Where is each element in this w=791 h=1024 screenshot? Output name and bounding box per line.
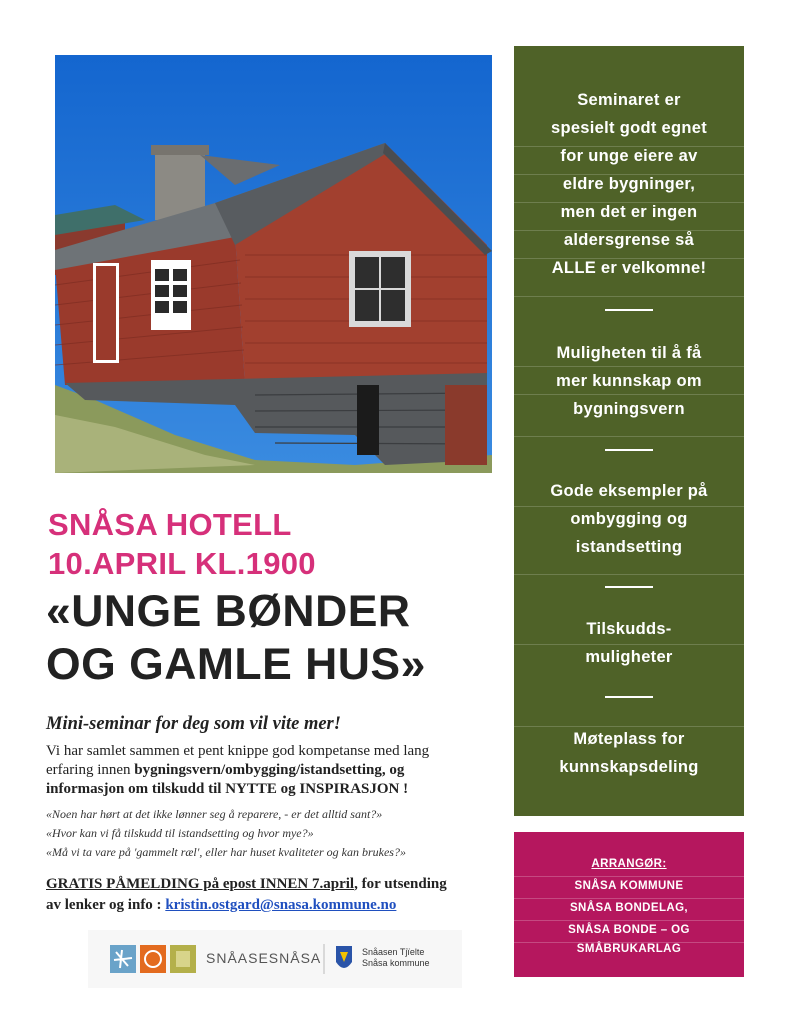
organizer-line: SMÅBRUKARLAG — [576, 943, 682, 955]
registration-line — [46, 897, 396, 914]
organizer-line: SNÅSA KOMMUNE — [574, 880, 684, 892]
logo-strip — [88, 930, 462, 988]
sidebar-text-line: Seminaret er — [577, 91, 681, 109]
event-venue: SNÅSA HOTELL — [48, 507, 292, 542]
quote-line: «Må vi ta vare på 'gammelt ræl', eller har huset kvaliteter og kan brukes?» — [46, 845, 406, 859]
quote-line: «Hvor kan vi få tilskudd til istandsetting og hvor mye?» — [46, 826, 314, 840]
registration-text: , for utsending — [354, 876, 447, 892]
sidebar-text-line: eldre bygninger, — [562, 175, 696, 193]
sidebar-text-line: mer kunnskap om — [556, 372, 702, 390]
quote-line: «Noen har hørt at det ikke lønner seg å reparere, - er det alltid sant?» — [46, 807, 383, 821]
municipality-logo-text — [362, 947, 430, 969]
sidebar-divider — [605, 309, 653, 311]
snaase-snasa-logo-text: SNÅASESNÅSA — [206, 950, 322, 966]
sidebar-text-line: istandsetting — [575, 538, 683, 556]
sidebar-text-line: kunnskapsdeling — [559, 758, 699, 776]
sidebar-text-line: bygningsvern — [573, 400, 685, 418]
organizer-line: SNÅSA BONDE – OG — [568, 924, 690, 936]
organizer-box — [514, 832, 744, 977]
intro-subtitle: Mini-seminar for deg som vil vite mer! — [46, 714, 341, 734]
sidebar-block-grants — [514, 615, 744, 671]
sidebar-rule — [514, 296, 744, 297]
sidebar-text-line: Muligheten til å få — [556, 344, 702, 362]
sidebar-block-examples — [514, 477, 744, 561]
registration-line — [46, 876, 447, 893]
sidebar-text-line: muligheter — [585, 648, 673, 666]
event-datetime: 10.APRIL KL.1900 — [48, 546, 316, 581]
sidebar-divider — [605, 449, 653, 451]
organizer-rule — [514, 876, 744, 877]
sidebar-text-line: men det er ingen — [560, 203, 698, 221]
sidebar-text-line: Gode eksempler på — [550, 482, 708, 500]
sidebar-text-line: Møteplass for — [573, 730, 685, 748]
organizer-rule — [514, 898, 744, 899]
sidebar-text-line: ombygging og — [570, 510, 688, 528]
sidebar-block-audience — [514, 86, 744, 282]
house-photo — [55, 55, 492, 473]
sidebar-block-meeting — [514, 725, 744, 781]
sidebar-block-knowledge — [514, 339, 744, 423]
registration-deadline: GRATIS PÅMELDING på epost INNEN 7.april — [46, 876, 355, 892]
email-link[interactable]: kristin.ostgard@snasa.kommune.no — [165, 897, 397, 913]
sidebar-text-line: for unge eiere av — [560, 147, 698, 165]
sidebar-text-line: aldersgrense så — [563, 231, 695, 249]
sidebar-divider — [605, 586, 653, 588]
sidebar-rule — [514, 436, 744, 437]
event-title-line1: «UNGE BØNDER — [46, 587, 411, 636]
registration-text: av lenker og info : — [46, 897, 166, 913]
intro-text: erfaring innen — [46, 762, 135, 778]
municipality-name-norwegian: Snåsa kommune — [362, 958, 430, 968]
sidebar-text-line: ALLE er velkomne! — [551, 259, 707, 277]
organizer-heading: ARRANGØR: — [591, 858, 667, 870]
intro-line: Vi har samlet sammen et pent knippe god kompetanse med lang — [46, 743, 430, 759]
intro-line: informasjon om tilskudd til NYTTE og INSPIRASJON ! — [46, 781, 409, 797]
sidebar-text-line: spesielt godt egnet — [550, 119, 708, 137]
event-title-line2: OG GAMLE HUS» — [46, 640, 426, 689]
organizer-rule — [514, 920, 744, 921]
sidebar-text-line: Tilskudds- — [586, 620, 672, 638]
info-sidebar — [514, 46, 744, 816]
intro-bold-text: bygningsvern/ombygging/istandsetting, og — [134, 762, 405, 778]
municipality-name-sami: Snåasen Tjïelte — [362, 947, 425, 957]
sidebar-rule — [514, 574, 744, 575]
organizer-line: SNÅSA BONDELAG, — [569, 902, 689, 914]
sidebar-divider — [605, 696, 653, 698]
logo-tile-icon — [140, 945, 166, 973]
intro-line — [46, 762, 404, 779]
